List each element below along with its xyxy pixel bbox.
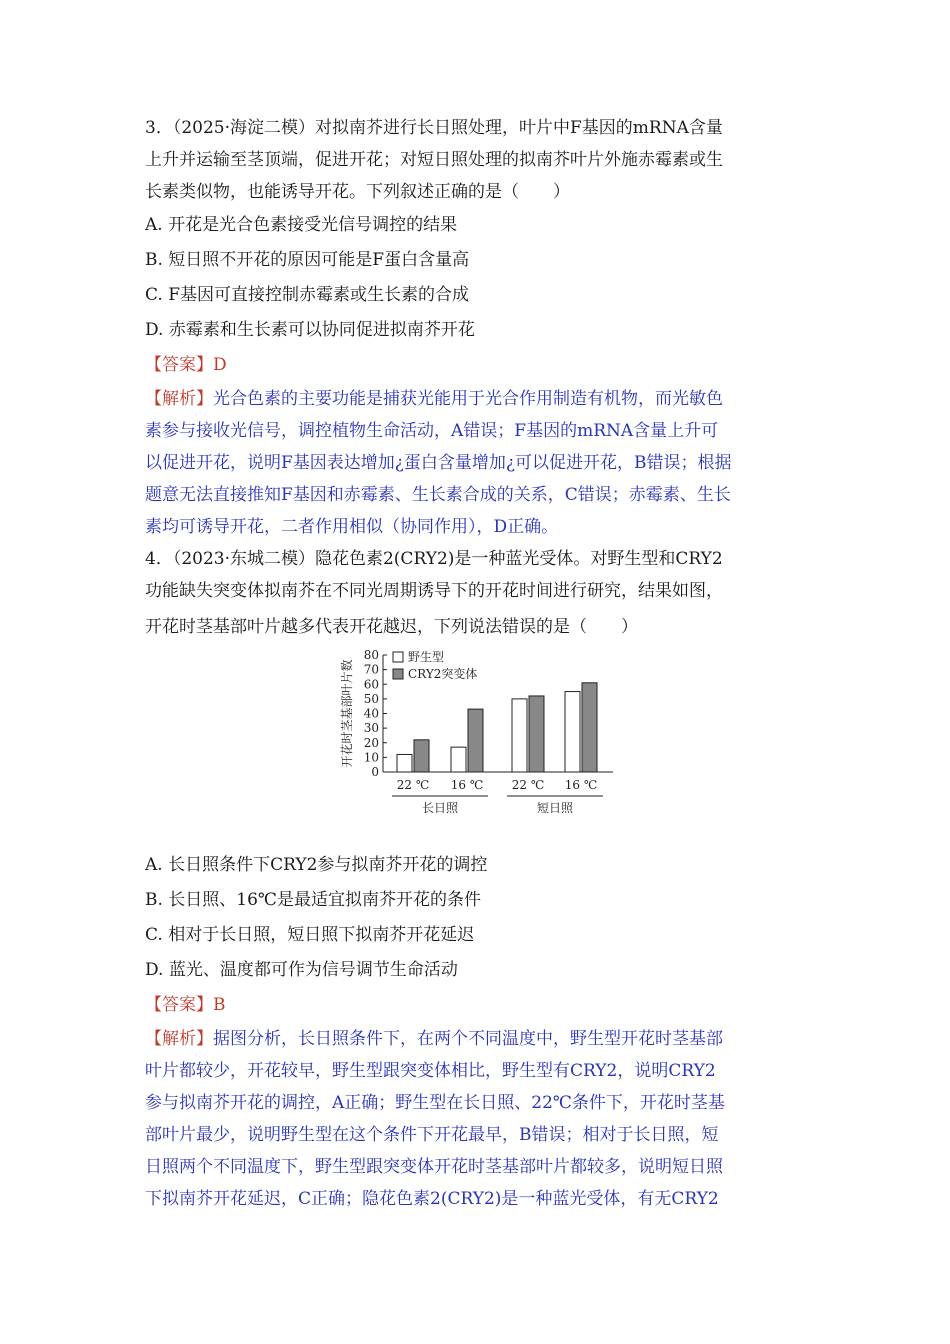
q3-option-a: A. 开花是光合色素接受光信号调控的结果 (145, 215, 458, 235)
q4-option-a: A. 长日照条件下CRY2参与拟南芥开花的调控 (145, 855, 488, 875)
analysis-line: 叶片都较少，开花较早，野生型跟突变体相比，野生型有CRY2，说明CRY2 (145, 1061, 716, 1081)
legend-label: 野生型 (408, 650, 445, 664)
analysis-tag: 【解析】 (145, 389, 213, 409)
bar (512, 699, 527, 772)
y-tick-label: 40 (363, 706, 379, 721)
q3-stem-line: 长素类似物，也能诱导开花。下列叙述正确的是（ ） (145, 182, 570, 202)
bar (468, 709, 483, 772)
analysis-tag: 【解析】 (145, 1029, 213, 1049)
q4-analysis (145, 1023, 810, 1215)
question-3 (145, 112, 810, 543)
answer-tag: 【答案】 (145, 995, 213, 1015)
bar (582, 683, 597, 772)
y-tick-label: 30 (363, 721, 379, 736)
chart-svg (335, 645, 625, 845)
analysis-line: 素参与接收光信号，调控植物生命活动，A错误；F基因的mRNA含量上升可 (145, 421, 719, 441)
answer-value: B (213, 995, 226, 1015)
x-tick-label: 16 ℃ (564, 778, 598, 792)
analysis-line: 题意无法直接推知F基因和赤霉素、生长素合成的关系，C错误；赤霉素、生长 (145, 485, 731, 505)
bar (565, 692, 580, 772)
analysis-line: 据图分析，长日照条件下，在两个不同温度中，野生型开花时茎基部 (213, 1029, 723, 1049)
group-label: 长日照 (421, 801, 459, 815)
q3-analysis (145, 383, 810, 543)
y-tick-label: 70 (363, 662, 379, 677)
y-tick-label: 10 (363, 750, 379, 765)
bar-chart (145, 643, 810, 848)
analysis-line: 参与拟南芥开花的调控，A正确；野生型在长日照、22℃条件下，开花时茎基 (145, 1093, 725, 1113)
analysis-line: 部叶片最少，说明野生型在这个条件下开花最早，B错误；相对于长日照，短 (145, 1125, 719, 1145)
x-tick-label: 22 ℃ (396, 778, 430, 792)
group-label: 短日照 (536, 801, 574, 815)
question-4 (145, 543, 810, 1215)
y-tick-label: 20 (363, 735, 379, 750)
q4-option-c: C. 相对于长日照，短日照下拟南芥开花延迟 (145, 925, 475, 945)
q3-stem-line: 3．（2025·海淀二模）对拟南芥进行长日照处理，叶片中F基因的mRNA含量 (145, 118, 723, 138)
answer-tag: 【答案】 (145, 355, 213, 375)
x-tick-label: 22 ℃ (511, 778, 545, 792)
y-tick-label: 80 (363, 648, 379, 662)
q3-option-c: C. F基因可直接控制赤霉素或生长素的合成 (145, 285, 470, 305)
q3-option-b: B. 短日照不开花的原因可能是F蛋白含量高 (145, 250, 470, 270)
y-tick-label: 60 (363, 677, 379, 692)
analysis-line: 素均可诱导开花，二者作用相似（协同作用），D正确。 (145, 517, 559, 537)
q4-option-b: B. 长日照、16℃是最适宜拟南芥开花的条件 (145, 890, 481, 910)
legend-swatch (393, 669, 403, 679)
legend-label: CRY2突变体 (408, 667, 478, 681)
analysis-line: 日照两个不同温度下，野生型跟突变体开花时茎基部叶片都较多，说明短日照 (145, 1157, 723, 1177)
document-page (145, 112, 810, 1215)
q4-answer (145, 988, 810, 1023)
x-tick-label: 16 ℃ (450, 778, 484, 792)
legend-swatch (393, 652, 403, 662)
bar (414, 740, 429, 772)
bar (397, 754, 412, 772)
analysis-line: 以促进开花，说明F基因表达增加¿蛋白含量增加¿可以促进开花，B错误；根据 (145, 453, 732, 473)
bar (529, 696, 544, 772)
q4-option-d: D. 蓝光、温度都可作为信号调节生命活动 (145, 960, 458, 980)
y-tick-label: 50 (363, 691, 379, 706)
analysis-line: 光合色素的主要功能是捕获光能用于光合作用制造有机物，而光敏色 (213, 389, 723, 409)
q4-stem-line: 功能缺失突变体拟南芥在不同光周期诱导下的开花时间进行研究，结果如图， (145, 581, 723, 601)
bar (451, 747, 466, 772)
analysis-line: 下拟南芥开花延迟，C正确；隐花色素2(CRY2)是一种蓝光受体，有无CRY2 (145, 1189, 719, 1209)
q3-option-d: D. 赤霉素和生长素可以协同促进拟南芥开花 (145, 320, 475, 340)
y-tick-label: 0 (371, 765, 379, 779)
y-axis-label: 开花时茎基部叶片数 (340, 659, 354, 768)
q3-stem-line: 上升并运输至茎顶端，促进开花；对短日照处理的拟南芥叶片外施赤霉素或生 (145, 150, 723, 170)
q4-stem-line: 4．（2023·东城二模）隐花色素2(CRY2)是一种蓝光受体。对野生型和CRY2 (145, 549, 723, 569)
q4-stem-line: 开花时茎基部叶片越多代表开花越迟，下列说法错误的是（ ） (145, 617, 638, 637)
q3-answer (145, 348, 810, 383)
answer-value: D (213, 355, 227, 375)
